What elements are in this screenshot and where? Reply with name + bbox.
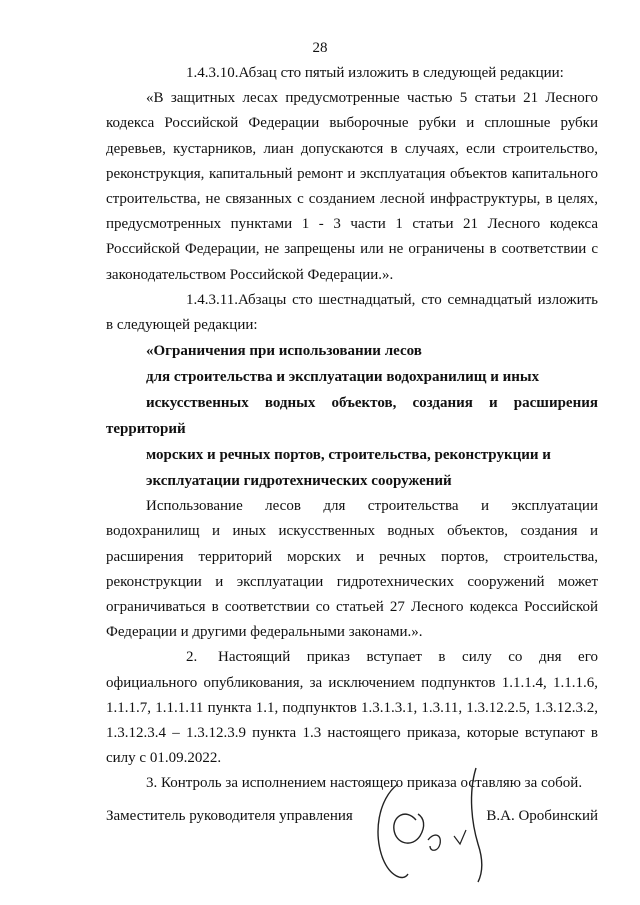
paragraph-1-4-3-11 (106, 288, 598, 338)
paragraph-3: 3. Контроль за исполнением настоящего приказа оставляю за собой. (146, 775, 583, 792)
paragraph-2 (106, 645, 598, 771)
section-heading-line: морских и речных портов, строительства, реконструкции и (146, 447, 551, 464)
section-heading-line: эксплуатации гидротехнических сооружений (146, 473, 452, 490)
paragraph-1-4-3-10 (106, 61, 598, 86)
paragraph-text: Настоящий приказ вступает в силу со дня его официального опубликования, за исключением подпунктов 1.1.1.4, 1.1.1.6, 1.1.1.7, 1.1.1.11 пункта 1.1, подпунктов 1.3.1.3.1, 1.3.11, 1.3.12.2.5, 1.3.12.3.2, 1.3.12.3.4 – 1.3.12.3.9 пункта 1.3 настоящего приказа, которые вступают в силу с 01.09.2022. (106, 649, 598, 767)
section-heading-line: искусственных водных объектов, создания и расширения территорий (106, 395, 598, 438)
item-number: 1.4.3.10. (186, 65, 239, 81)
signature-block (106, 808, 598, 838)
item-number: 1.4.3.11. (186, 291, 238, 308)
document-body (106, 61, 598, 797)
page-number: 28 (312, 40, 328, 56)
handwritten-signature (368, 764, 498, 884)
signatory-name: В.А. Оробинский (486, 808, 598, 824)
paragraph-quote-2: Использование лесов для строительства и эксплуатации водохранилищ и иных искусственных водных объектов, создания и расширения территорий морских и речных портов, строительства, реконструкции и эксплуатации гидротехнических сооружений может ограничиваться в соответствии со статьей 27 Лесного кодекса Российской Федерации и другими федеральными законами.». (106, 498, 598, 641)
paragraph-quote-1: «В защитных лесах предусмотренные частью 5 статьи 21 Лесного кодекса Российской Федерации выборочные рубки и сплошные рубки деревьев, кустарников, лиан допускаются в случаях, если строительство, реконструкция, капитальный ремонт и эксплуатация объектов капитального строительства, не связанных с созданием лесной инфраструктуры, в целях, предусмотренных пунктами 1 - 3 части 1 статьи 21 Лесного кодекса Российской Федерации, не запрещены или не ограничены в соответствии с законодательством Российской Федерации.». (106, 90, 598, 283)
paragraph-text: Абзац сто пятый изложить в следующей редакции: (238, 65, 564, 81)
paragraph-text: Абзацы сто шестнадцатый, сто семнадцатый изложить в следующей редакции: (106, 291, 598, 334)
item-number: 2. (186, 649, 198, 666)
section-heading-line: «Ограничения при использовании лесов (146, 343, 422, 360)
section-heading-line: для строительства и эксплуатации водохранилищ и иных (146, 369, 540, 386)
signatory-position: Заместитель руководителя управления (106, 808, 353, 824)
